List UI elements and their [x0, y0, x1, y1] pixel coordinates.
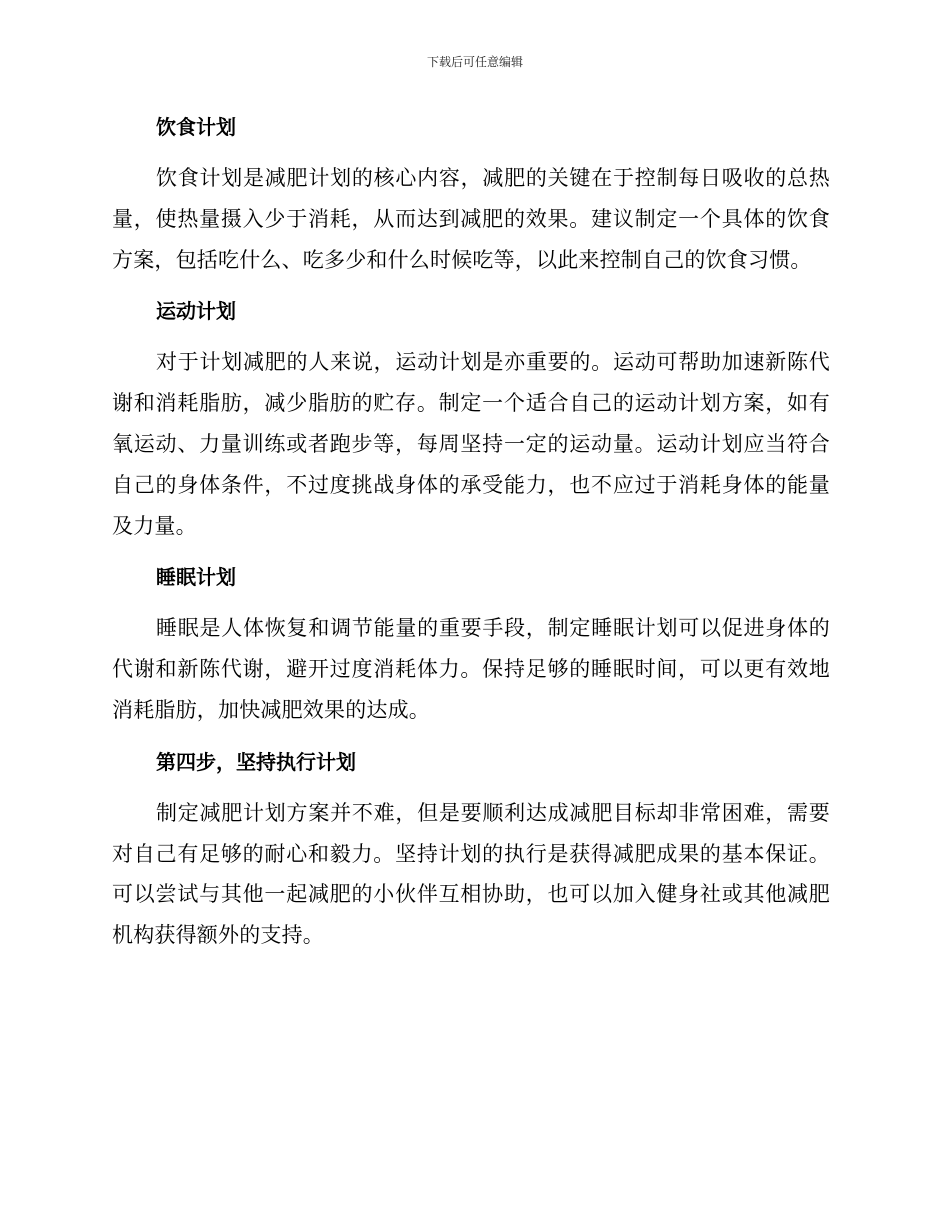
section-sleep-plan — [112, 557, 830, 741]
section-heading: 运动计划 — [156, 299, 236, 324]
section-diet-plan — [112, 107, 830, 291]
page-header: 下载后可任意编辑 — [426, 55, 523, 69]
section-heading: 饮食计划 — [156, 115, 236, 139]
section-exercise-plan — [112, 291, 830, 557]
section-step-four — [112, 742, 830, 967]
section-paragraph: 饮食计划是减肥计划的核心内容，减肥的关键在于控制每日吸收的总热量，使热量摄入少于消耗，从而达到减肥的效果。建议制定一个具体的饮食方案，包括吃什么、吃多少和什么时候吃等，以此来控制自己的饮食习惯。 — [112, 166, 830, 272]
section-paragraph: 睡眠是人体恢复和调节能量的重要手段，制定睡眠计划可以促进身体的代谢和新陈代谢，避开过度消耗体力。保持足够的睡眠时间，可以更有效地消耗脂肪，加快减肥效果的达成。 — [112, 616, 830, 722]
document-body — [112, 107, 830, 967]
section-paragraph: 对于计划减肥的人来说，运动计划是亦重要的。运动可帮助加速新陈代谢和消耗脂肪，减少脂肪的贮存。制定一个适合自己的运动计划方案，如有氧运动、力量训练或者跑步等，每周坚持一定的运动量。运动计划应当符合自己的身体条件，不过度挑战身体的承受能力，也不应过于消耗身体的能量及力量。 — [112, 350, 830, 538]
section-paragraph: 制定减肥计划方案并不难，但是要顺利达成减肥目标却非常困难，需要对自己有足够的耐心和毅力。坚持计划的执行是获得减肥成果的基本保证。可以尝试与其他一起减肥的小伙伴互相协助，也可以加入健身社或其他减肥机构获得额外的支持。 — [112, 800, 830, 948]
section-heading: 睡眠计划 — [156, 565, 236, 590]
section-heading: 第四步，坚持执行计划 — [156, 749, 356, 774]
